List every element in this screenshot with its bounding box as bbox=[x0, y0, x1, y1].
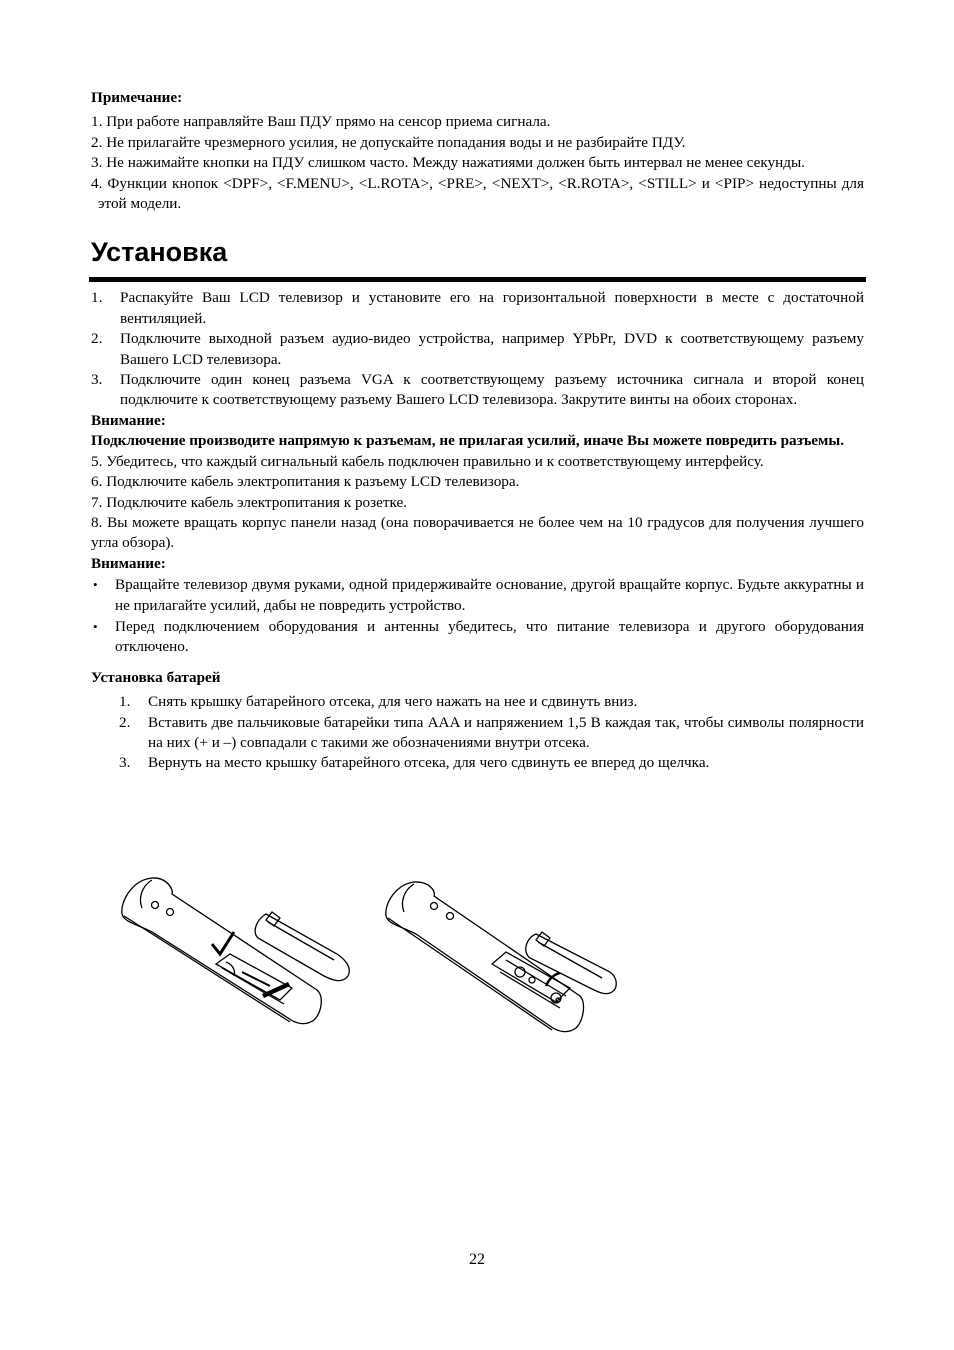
step-number: 1. bbox=[91, 289, 103, 307]
remote-illustrations bbox=[112, 872, 632, 1042]
remote-batteries-inserted-illustration bbox=[386, 882, 616, 1032]
note-item: 1. При работе направляйте Ваш ПДУ прямо на сенсор приема сигнала. bbox=[91, 113, 551, 131]
bullet-icon: • bbox=[93, 577, 98, 593]
batteries-title: Установка батарей bbox=[91, 668, 221, 686]
note-title: Примечание: bbox=[91, 89, 183, 106]
battery-step bbox=[119, 753, 864, 773]
page-number: 22 bbox=[469, 1251, 485, 1268]
remote-cover-removed-illustration bbox=[122, 878, 349, 1024]
step-number: 1. bbox=[119, 693, 131, 711]
step-number: 2. bbox=[119, 713, 131, 731]
step-text: Подключите один конец разъема VGA к соответствующему разъему источника сигнала и второй конец подключите к соответствующему разъему Вашего LCD телевизора. Закрутите винты на обоих сторонах. bbox=[120, 371, 864, 409]
install-step: 5. Убедитесь, что каждый сигнальный кабель подключен правильно и к соответствующему интерфейсу. bbox=[91, 452, 764, 470]
section-heading: Установка bbox=[91, 237, 228, 268]
note-item: 4. Функции кнопок <DPF>, <F.MENU>, <L.ROTA>, <PRE>, <NEXT>, <R.ROTA>, <STILL> и <PIP> недоступны для этой модели. bbox=[91, 174, 864, 213]
bullet-item bbox=[91, 575, 864, 616]
step-number: 3. bbox=[119, 754, 131, 772]
install-step bbox=[91, 370, 864, 411]
step-text: Распакуйте Ваш LCD телевизор и установите его на горизонтальной поверхности в месте с достаточной вентиляцией. bbox=[120, 289, 864, 327]
install-step: 7. Подключите кабель электропитания к розетке. bbox=[91, 493, 408, 511]
heading-rule bbox=[89, 277, 866, 282]
warning-title-2: Внимание: bbox=[91, 554, 166, 572]
bullet-text: Вращайте телевизор двумя руками, одной придерживайте основание, другой вращайте корпус. Будьте аккуратны и не прилагайте усилий, дабы не повредить устройство. bbox=[115, 576, 864, 614]
step-number: 2. bbox=[91, 330, 103, 348]
install-step: 8. Вы можете вращать корпус панели назад (она поворачивается не более чем на 10 градусов для получения лучшего угла обзора). bbox=[91, 513, 864, 552]
step-text: Вставить две пальчиковые батарейки типа AAA и напряжением 1,5 В каждая так, чтобы символы полярности на них (+ и –) совпадали с такими же обозначениями внутри отсека. bbox=[148, 713, 864, 751]
step-text: Подключите выходной разъем аудио-видео устройства, например YPbPr, DVD к соответствующему разъему Вашего LCD телевизора. bbox=[120, 330, 864, 368]
battery-step bbox=[119, 692, 864, 712]
bullet-icon: • bbox=[93, 618, 98, 634]
bullet-item bbox=[91, 617, 864, 658]
warning-title: Внимание: bbox=[91, 411, 166, 429]
install-step: 6. Подключите кабель электропитания к разъему LCD телевизора. bbox=[91, 473, 520, 491]
install-step bbox=[91, 329, 864, 370]
step-number: 3. bbox=[91, 371, 103, 389]
page-content bbox=[91, 88, 864, 774]
install-step bbox=[91, 288, 864, 329]
note-item: 2. Не прилагайте чрезмерного усилия, не допускайте попадания воды и не разбирайте ПДУ. bbox=[91, 133, 686, 151]
bullet-text: Перед подключением оборудования и антенны убедитесь, что питание телевизора и другого оборудования отключено. bbox=[115, 617, 864, 656]
step-text: Вернуть на место крышку батарейного отсека, для чего сдвинуть ее вперед до щелчка. bbox=[148, 754, 710, 772]
step-text: Снять крышку батарейного отсека, для чего нажать на нее и сдвинуть вниз. bbox=[148, 693, 638, 711]
note-item: 3. Не нажимайте кнопки на ПДУ слишком часто. Между нажатиями должен быть интервал не менее секунды. bbox=[91, 154, 805, 172]
battery-step bbox=[119, 713, 864, 754]
warning-text: Подключение производите напрямую к разъемам, не прилагая усилий, иначе Вы можете повредить разъемы. bbox=[91, 432, 845, 450]
